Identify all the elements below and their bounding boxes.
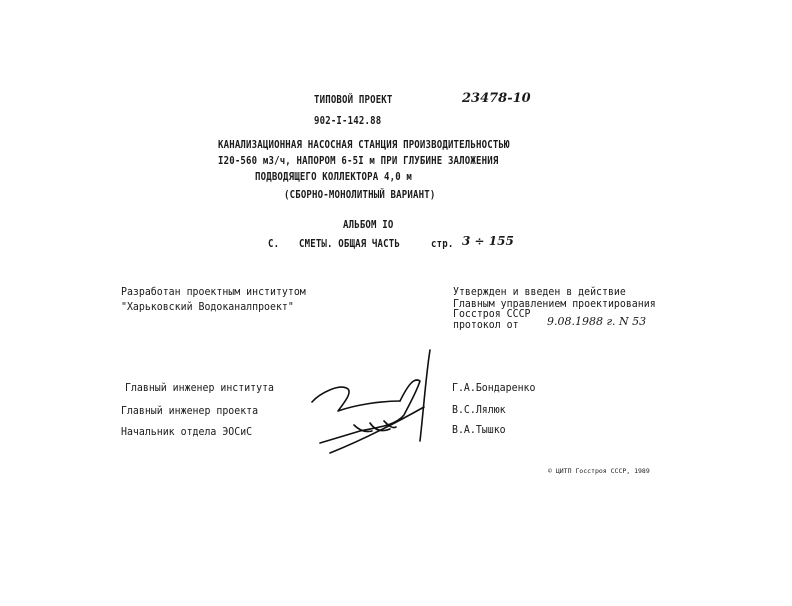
album-label: АЛЬБОМ IO	[343, 219, 394, 231]
section-name: СМЕТЫ. ОБЩАЯ ЧАСТЬ	[299, 238, 400, 250]
signature-stroke-5	[354, 421, 396, 432]
handwritten-signatures	[300, 345, 460, 475]
protocol-date-handwritten: 9.08.1988 г. N 53	[547, 315, 647, 328]
signatory-name-2: В.С.Лялюк	[452, 403, 506, 416]
developer-line-1: Разработан проектным институтом	[121, 285, 306, 298]
signatory-name-3: В.А.Тышко	[452, 423, 506, 436]
title-line-2: I20-560 м3/ч, НАПОРОМ 6-5I м ПРИ ГЛУБИНЕ ЗАЛОЖЕНИЯ	[218, 155, 499, 167]
approval-line-2: Главным управлением проектирования	[453, 297, 656, 310]
signatory-role-3: Начальник отдела ЭОСиС	[121, 425, 253, 438]
document-type-label: ТИПОВОЙ ПРОЕКТ	[314, 94, 393, 106]
signatory-role-2: Главный инженер проекта	[121, 404, 259, 417]
signature-stroke-1	[312, 387, 400, 411]
title-line-4: (СБОРНО-МОНОЛИТНЫЙ ВАРИАНТ)	[284, 189, 436, 201]
approval-line-3: Госстроя СССР	[453, 307, 531, 320]
signatory-role-1: Главный инженер института	[125, 381, 275, 394]
pages-range-handwritten: 3 ÷ 155	[462, 234, 514, 248]
signature-stroke-3	[420, 350, 430, 441]
developer-line-2: "Харьковский Водоканалпроект"	[121, 300, 294, 313]
title-line-1: КАНАЛИЗАЦИОННАЯ НАСОСНАЯ СТАНЦИЯ ПРОИЗВОДИТЕЛЬНОСТЬЮ	[218, 139, 510, 151]
section-letter: С.	[268, 238, 280, 250]
approval-line-1: Утвержден и введен в действие	[453, 285, 626, 298]
copyright-notice: © ЦИТП Госстроя СССР, 1989	[548, 467, 650, 475]
signatory-name-1: Г.А.Бондаренко	[452, 381, 536, 394]
title-line-3: ПОДВОДЯЩЕГО КОЛЛЕКТОРА 4,0 м	[255, 171, 413, 183]
protocol-prefix: протокол от	[453, 318, 519, 331]
signature-stroke-2	[320, 380, 420, 443]
handwritten-project-number: 23478-10	[462, 91, 531, 106]
pages-prefix: стр.	[431, 238, 454, 250]
project-code: 902-I-142.88	[314, 115, 382, 127]
